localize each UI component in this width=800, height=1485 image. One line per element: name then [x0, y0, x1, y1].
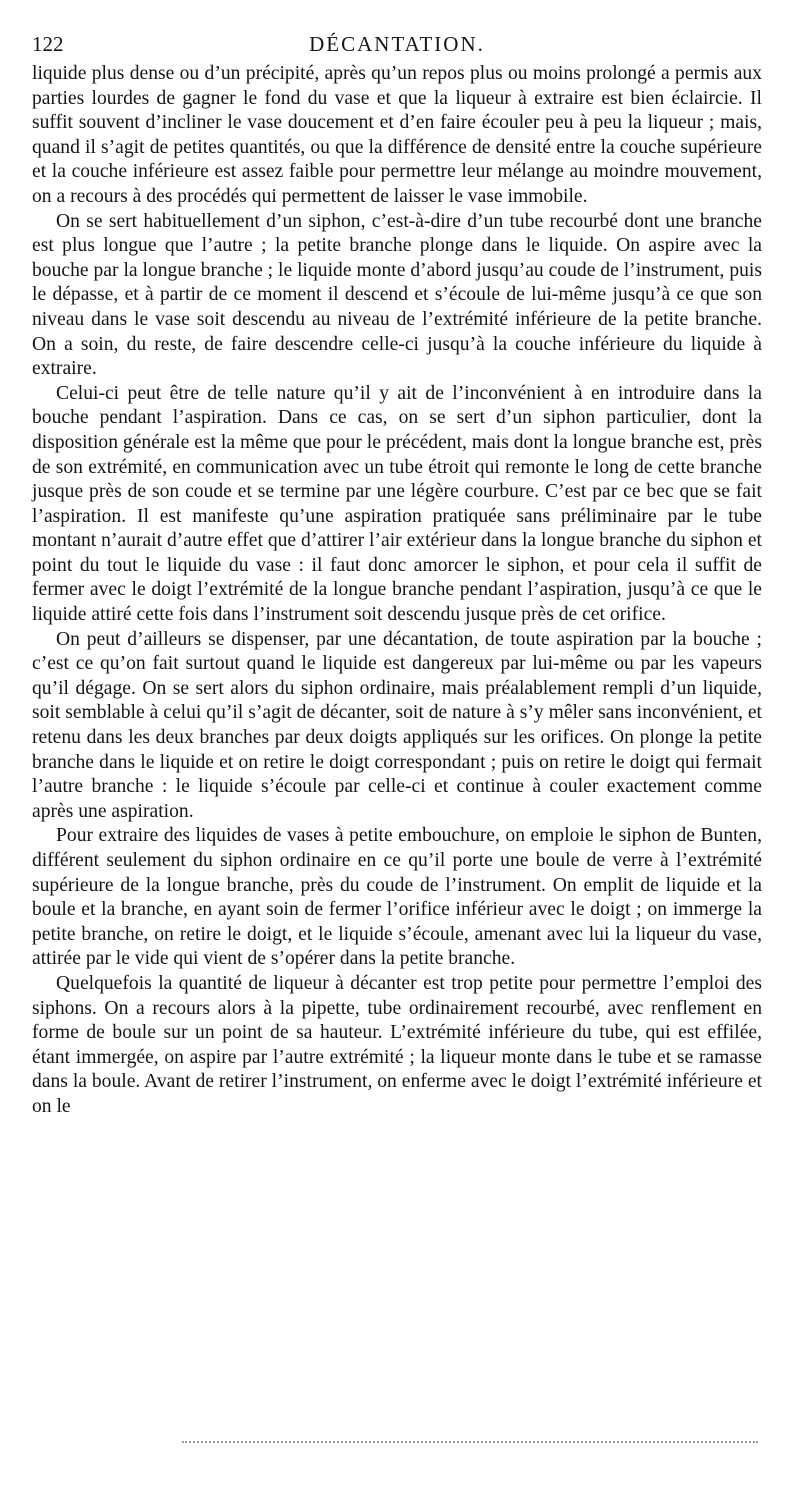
paragraph-special-siphon: Celui-ci peut être de telle nature qu’il y ait de l’inconvénient à en introduire dans la bouche pendant l’aspiration. Dans ce cas, on se sert d’un siphon particulier, dont la disposition générale est la même que pour le précédent, mais dont la longue branche est, près de son extrémité, en communication avec un tube étroit qui remonte le long de cette branche jusque près de son coude et se termine par une légère courbure. C’est par ce bec que se fait l’aspiration. Il est manifeste qu’une aspiration pratiquée sans préliminaire par le tube montant n’aurait d’autre effet que d’attirer l’air extérieur dans la longue branche du siphon et point du tout le liquide du vase : il faut donc amorcer le siphon, et pour cela il suffit de fermer avec le doigt l’extrémité de la longue branche pendant l’aspiration, jusqu’à ce que le liquide attiré cette fois dans l’instrument soit descendu jusque près de cet orifice. [32, 382, 762, 626]
running-head [32, 30, 762, 58]
book-page [32, 30, 762, 1120]
page-number: 122 [32, 32, 64, 56]
page-body [32, 62, 762, 1120]
running-title: DÉCANTATION. [309, 32, 485, 56]
paragraph-siphon: On se sert habituellement d’un siphon, c’est-à-dire d’un tube recourbé dont une branche est plus longue que l’autre ; la petite branche plonge dans le liquide. On aspire avec la bouche par la longue branche ; le liquide monte d’abord jusqu’au coude de l’instrument, puis le dépasse, et à partir de ce moment il descend et s’écoule de lui-même jusqu’à ce que son niveau dans le vase soit descendu au niveau de l’extrémité inférieure de la petite branche. On a soin, du reste, de faire descendre celle-ci jusqu’à la couche inférieure du liquide à extraire. [32, 210, 762, 380]
paragraph-bunten-siphon: Pour extraire des liquides de vases à petite embouchure, on emploie le siphon de Bunten, différent seulement du siphon ordinaire en ce qu’il porte une boule de verre à l’extrémité supérieure de la longue branche, près du coude de l’instrument. On emplit de liquide et la boule et la branche, en ayant soin de fermer l’orifice inférieur avec le doigt ; on immerge la petite branche, on retire le doigt, et le liquide s’écoule, amenant avec lui la liqueur du vase, attirée par le vide qui vient de s’opérer dans la petite branche. [32, 825, 762, 970]
footer-dotted-rule [182, 1441, 758, 1443]
paragraph-pipette: Quelquefois la quantité de liqueur à décanter est trop petite pour permettre l’emploi des siphons. On a recours alors à la pipette, tube ordinairement recourbé, avec renflement en forme de boule sur un point de sa hauteur. L’extrémité inférieure du tube, qui est effilée, étant immergée, on aspire par l’autre extrémité ; la liqueur monte dans le tube et se ramasse dans la boule. Avant de retirer l’instrument, on enferme avec le doigt l’extrémité inférieure et on le [32, 972, 762, 1117]
paragraph-continued: liquide plus dense ou d’un précipité, après qu’un repos plus ou moins prolongé a permis aux parties lourdes de gagner le fond du vase et que la liqueur à extraire est bien éclaircie. Il suffit souvent d’incliner le vase doucement et d’en faire écouler peu à peu la liqueur ; mais, quand il s’agit de petites quantités, ou que la différence de densité entre la couche supérieure et la couche inférieure est assez faible pour permettre leur mélange au moindre mouvement, on a recours à des procédés qui permettent de laisser le vase immobile. [32, 63, 762, 207]
paragraph-prefilled-siphon: On peut d’ailleurs se dispenser, par une décantation, de toute aspiration par la bouche ; c’est ce qu’on fait surtout quand le liquide est dangereux par lui-même ou par les vapeurs qu’il dégage. On se sert alors du siphon ordinaire, mais préalablement rempli d’un liquide, soit semblable à celui qu’il s’agit de décanter, soit de nature à s’y mêler sans inconvénient, et retenu dans les deux branches par deux doigts appliqués sur les orifices. On plonge la petite branche dans le liquide et on retire le doigt correspondant ; puis on retire le doigt qui fermait l’autre branche : le liquide s’écoule par celle-ci et continue à couler exactement comme après une aspiration. [32, 628, 762, 822]
